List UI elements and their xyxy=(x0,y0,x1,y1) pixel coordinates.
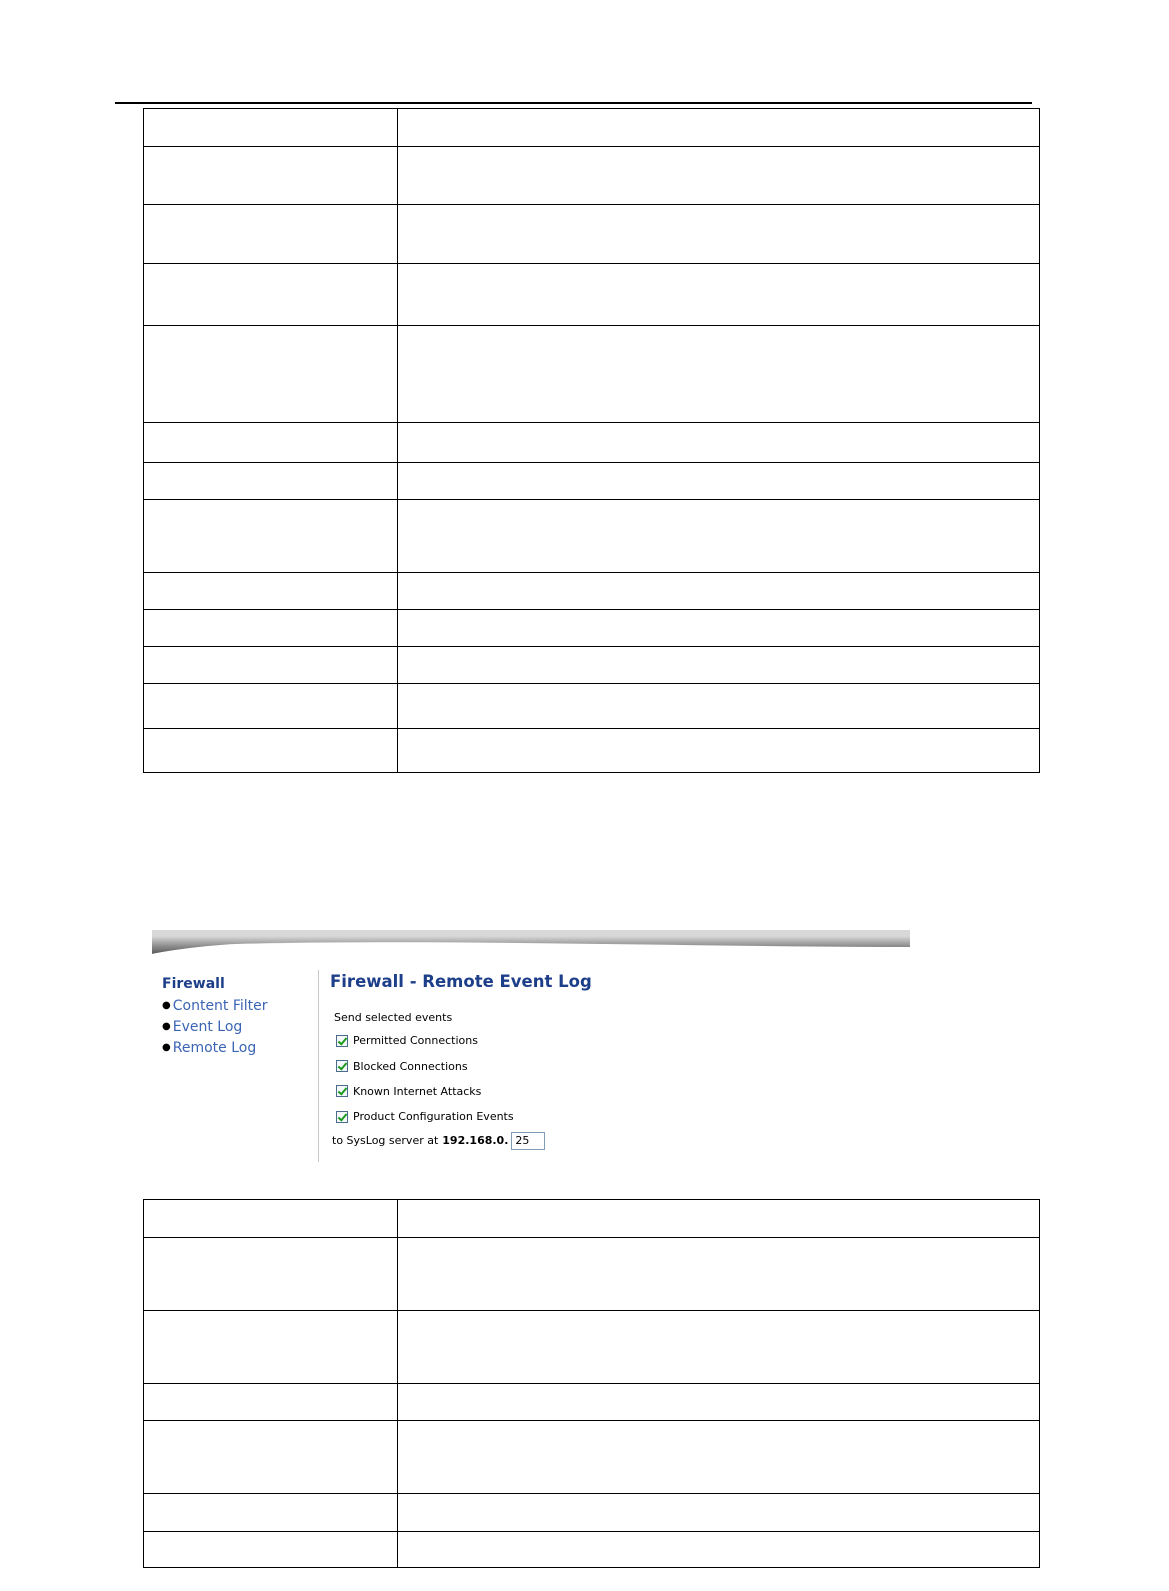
sidebar-divider xyxy=(318,970,319,1162)
table-row xyxy=(144,109,1040,147)
product-configuration-events-checkbox[interactable] xyxy=(336,1111,348,1123)
table-row xyxy=(144,1311,1040,1384)
permitted-connections-checkbox[interactable] xyxy=(336,1035,348,1047)
sidebar-item-label[interactable]: Remote Log xyxy=(172,1040,257,1056)
table-row xyxy=(144,205,1040,264)
event-option-blocked-connections xyxy=(336,1053,900,1078)
top-parameter-table xyxy=(143,108,1040,773)
syslog-server-label: to SysLog server at xyxy=(332,1134,439,1148)
syslog-ip-last-octet-input[interactable] xyxy=(511,1132,545,1150)
table-row xyxy=(144,326,1040,423)
checkbox-label: Blocked Connections xyxy=(353,1059,468,1073)
table-row xyxy=(144,500,1040,573)
sidebar-item-content-filter[interactable] xyxy=(162,998,312,1014)
checkbox-label: Known Internet Attacks xyxy=(353,1084,482,1098)
remote-event-log-screenshot xyxy=(150,930,910,1165)
table-row xyxy=(144,1421,1040,1494)
table-row xyxy=(144,1200,1040,1238)
table-row xyxy=(144,647,1040,684)
sidebar-item-label[interactable]: Event Log xyxy=(172,1019,243,1035)
sidebar-item-event-log[interactable] xyxy=(162,1019,312,1035)
checkbox-label: Permitted Connections xyxy=(353,1034,478,1048)
syslog-server-row xyxy=(332,1132,900,1150)
event-checkbox-list xyxy=(336,1028,900,1130)
table-row xyxy=(144,147,1040,205)
bullet-icon: ● xyxy=(162,1021,171,1032)
event-option-permitted-connections xyxy=(336,1028,900,1053)
table-row xyxy=(144,1238,1040,1311)
sidebar-item-remote-log[interactable] xyxy=(162,1040,312,1056)
firewall-sidebar xyxy=(162,976,312,1061)
page-header-rule xyxy=(115,102,1032,104)
table-row xyxy=(144,463,1040,500)
bullet-icon: ● xyxy=(162,1000,171,1011)
sidebar-menu xyxy=(162,998,312,1056)
sidebar-title: Firewall xyxy=(162,976,225,992)
table-row xyxy=(144,573,1040,610)
send-events-label: Send selected events xyxy=(334,1011,453,1024)
bottom-parameter-table xyxy=(143,1199,1040,1568)
sidebar-item-label[interactable]: Content Filter xyxy=(172,998,268,1014)
table-row xyxy=(144,1532,1040,1568)
header-swoosh-banner xyxy=(152,930,910,958)
known-internet-attacks-checkbox[interactable] xyxy=(336,1085,348,1097)
table-row xyxy=(144,610,1040,647)
table-row xyxy=(144,423,1040,463)
table-row xyxy=(144,684,1040,729)
table-row xyxy=(144,1384,1040,1421)
syslog-ip-prefix: 192.168.0. xyxy=(442,1134,509,1148)
event-option-known-internet-attacks xyxy=(336,1079,900,1104)
remote-log-form xyxy=(330,972,900,1150)
blocked-connections-checkbox[interactable] xyxy=(336,1060,348,1072)
event-option-product-configuration-events xyxy=(336,1104,900,1129)
table-row xyxy=(144,1494,1040,1532)
table-row xyxy=(144,729,1040,773)
bullet-icon: ● xyxy=(162,1042,171,1053)
page-title: Firewall - Remote Event Log xyxy=(330,972,592,991)
table-row xyxy=(144,264,1040,326)
checkbox-label: Product Configuration Events xyxy=(353,1110,514,1124)
